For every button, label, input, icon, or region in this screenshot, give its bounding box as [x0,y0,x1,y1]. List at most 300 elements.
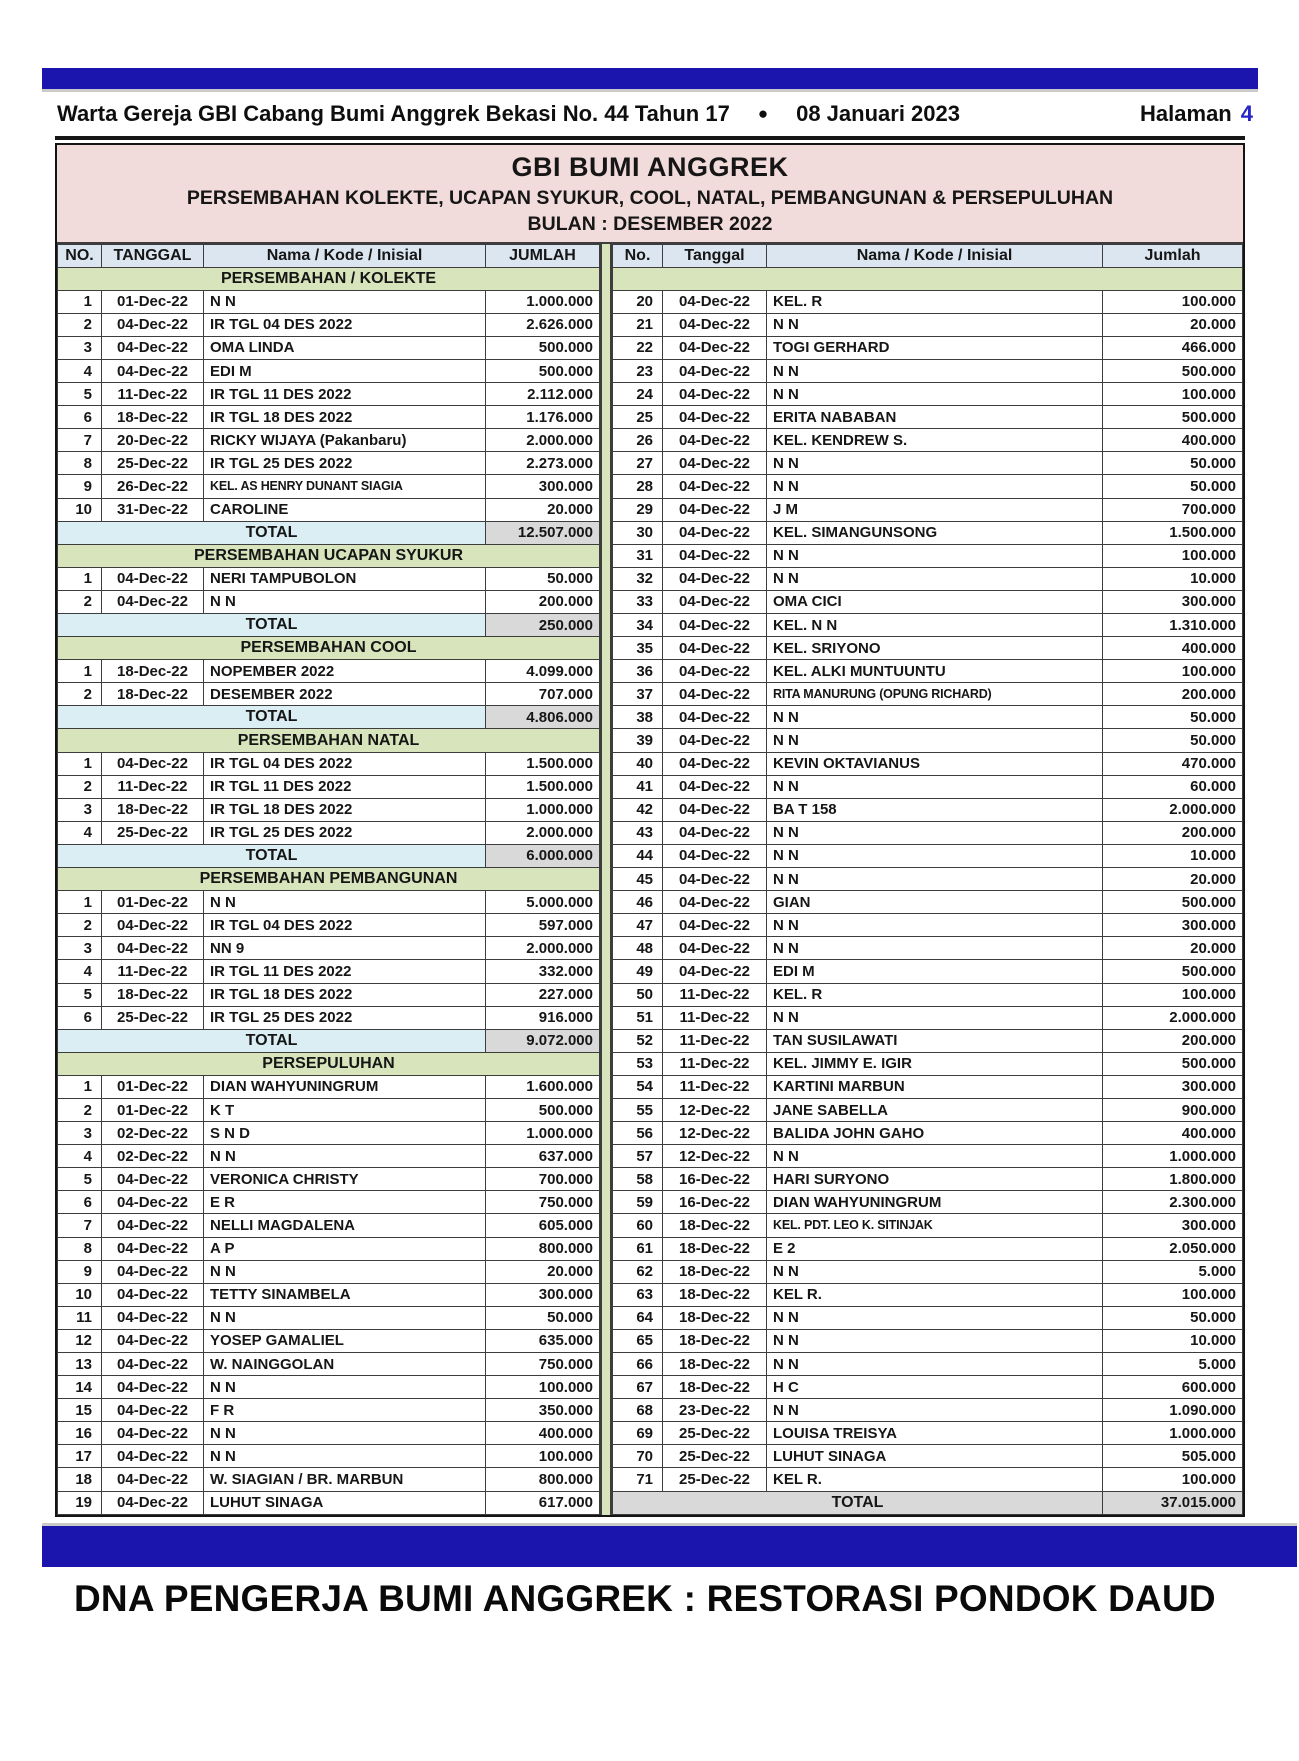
row-amount: 1.800.000 [1103,1168,1243,1191]
row-amount: 2.000.000 [486,821,600,844]
row-number: 62 [613,1260,663,1283]
row-number: 39 [613,729,663,752]
row-number: 45 [613,868,663,891]
row-amount: 50.000 [1103,452,1243,475]
row-date: 04-Dec-22 [663,429,767,452]
row-amount: 600.000 [1103,1376,1243,1399]
row-number: 10 [58,498,102,521]
table-row [613,544,1243,567]
table-row [58,567,600,590]
row-amount: 2.626.000 [486,313,600,336]
row-number: 14 [58,1376,102,1399]
table-row [613,383,1243,406]
row-date: 11-Dec-22 [102,383,204,406]
masthead-right [1140,101,1253,127]
row-name: JANE SABELLA [767,1098,1103,1121]
row-amount: 800.000 [486,1237,600,1260]
row-amount: 350.000 [486,1399,600,1422]
row-amount: 200.000 [1103,683,1243,706]
row-name: KEL. SIMANGUNSONG [767,521,1103,544]
table-row [58,452,600,475]
row-date: 18-Dec-22 [663,1329,767,1352]
table-row [58,383,600,406]
row-number: 8 [58,452,102,475]
row-name: NOPEMBER 2022 [204,660,486,683]
row-number: 21 [613,313,663,336]
row-number: 18 [58,1468,102,1491]
row-amount: 100.000 [1103,1283,1243,1306]
table-row [58,1214,600,1237]
row-name: NN 9 [204,937,486,960]
row-number: 1 [58,567,102,590]
table-row [58,1491,600,1514]
row-number: 42 [613,798,663,821]
row-amount: 466.000 [1103,336,1243,359]
row-amount: 50.000 [1103,475,1243,498]
row-number: 69 [613,1422,663,1445]
row-name: N N [767,821,1103,844]
table-row [613,1283,1243,1306]
row-date: 18-Dec-22 [663,1376,767,1399]
row-name: DIAN WAHYUNINGRUM [204,1075,486,1098]
row-name: KEL R. [767,1468,1103,1491]
row-name: N N [767,1329,1103,1352]
row-number: 3 [58,937,102,960]
row-date: 11-Dec-22 [663,1006,767,1029]
table-row [613,475,1243,498]
row-name: NELLI MAGDALENA [204,1214,486,1237]
table-row [613,844,1243,867]
row-name: TETTY SINAMBELA [204,1283,486,1306]
row-date: 04-Dec-22 [663,521,767,544]
row-amount: 400.000 [486,1422,600,1445]
row-name: N N [204,290,486,313]
row-number: 41 [613,775,663,798]
row-name: TOGI GERHARD [767,336,1103,359]
section-header-row [58,1052,600,1075]
row-date: 04-Dec-22 [663,359,767,382]
row-amount: 1.600.000 [486,1075,600,1098]
row-date: 04-Dec-22 [663,336,767,359]
row-name: OMA LINDA [204,336,486,359]
row-amount: 750.000 [486,1191,600,1214]
row-amount: 2.000.000 [1103,798,1243,821]
table-row [613,614,1243,637]
row-amount: 10.000 [1103,1329,1243,1352]
row-name: NERI TAMPUBOLON [204,567,486,590]
row-amount: 300.000 [1103,914,1243,937]
row-amount: 1.500.000 [486,775,600,798]
row-name: N N [767,475,1103,498]
row-amount: 700.000 [486,1168,600,1191]
table-row [613,1006,1243,1029]
table-row [58,1260,600,1283]
row-number: 70 [613,1445,663,1468]
table-row [613,1191,1243,1214]
row-number: 2 [58,683,102,706]
row-date: 04-Dec-22 [102,1329,204,1352]
row-number: 4 [58,960,102,983]
section-title: PERSEMBAHAN COOL [58,637,600,660]
total-row [58,521,600,544]
total-amount: 9.072.000 [486,1029,600,1052]
row-number: 23 [613,359,663,382]
total-row [58,706,600,729]
row-date: 04-Dec-22 [102,1422,204,1445]
row-date: 04-Dec-22 [663,798,767,821]
table-row [613,937,1243,960]
row-amount: 500.000 [1103,1052,1243,1075]
row-number: 9 [58,475,102,498]
row-name: N N [204,891,486,914]
table-row [613,1306,1243,1329]
row-amount: 2.050.000 [1103,1237,1243,1260]
table-separator [600,244,612,1515]
section-title: PERSEMBAHAN UCAPAN SYUKUR [58,544,600,567]
row-name: N N [767,544,1103,567]
row-date: 04-Dec-22 [663,937,767,960]
table-row [58,1399,600,1422]
row-name: BALIDA JOHN GAHO [767,1122,1103,1145]
row-date: 18-Dec-22 [102,406,204,429]
row-name: LUHUT SINAGA [767,1445,1103,1468]
row-number: 63 [613,1283,663,1306]
row-name: N N [767,359,1103,382]
row-date: 04-Dec-22 [663,383,767,406]
table-row [613,1376,1243,1399]
row-number: 3 [58,336,102,359]
table-row [613,1237,1243,1260]
row-date: 04-Dec-22 [663,452,767,475]
row-date: 04-Dec-22 [102,1353,204,1376]
table-row [58,1145,600,1168]
row-number: 28 [613,475,663,498]
row-date: 01-Dec-22 [102,1098,204,1121]
table-row [58,429,600,452]
row-amount: 50.000 [1103,1306,1243,1329]
row-date: 18-Dec-22 [102,660,204,683]
row-amount: 400.000 [1103,1122,1243,1145]
row-number: 57 [613,1145,663,1168]
church-name: GBI BUMI ANGGREK [511,151,789,182]
column-header: TANGGAL [102,244,204,267]
row-number: 36 [613,660,663,683]
row-date: 18-Dec-22 [663,1353,767,1376]
row-amount: 50.000 [1103,706,1243,729]
row-name: N N [767,452,1103,475]
row-date: 25-Dec-22 [102,1006,204,1029]
row-amount: 2.300.000 [1103,1191,1243,1214]
row-date: 11-Dec-22 [663,1075,767,1098]
row-name: KEL. R [767,983,1103,1006]
row-date: 23-Dec-22 [663,1399,767,1422]
row-amount: 50.000 [1103,729,1243,752]
table-row [613,729,1243,752]
row-name: N N [204,1306,486,1329]
row-name: KEL. KENDREW S. [767,429,1103,452]
row-number: 2 [58,1098,102,1121]
row-number: 19 [58,1491,102,1514]
table-row [613,1145,1243,1168]
row-name: VERONICA CHRISTY [204,1168,486,1191]
row-number: 7 [58,1214,102,1237]
row-name: IR TGL 25 DES 2022 [204,1006,486,1029]
row-number: 66 [613,1353,663,1376]
row-name: W. SIAGIAN / BR. MARBUN [204,1468,486,1491]
row-date: 16-Dec-22 [663,1191,767,1214]
row-date: 04-Dec-22 [102,1191,204,1214]
row-number: 33 [613,590,663,613]
row-name: N N [767,914,1103,937]
row-number: 56 [613,1122,663,1145]
row-name: RICKY WIJAYA (Pakanbaru) [204,429,486,452]
row-number: 4 [58,821,102,844]
table-row [613,960,1243,983]
table-row [613,406,1243,429]
total-row [613,1491,1243,1514]
row-name: N N [204,590,486,613]
table-row [613,1098,1243,1121]
row-name: KEL. N N [767,614,1103,637]
row-name: KEL. R [767,290,1103,313]
table-row [613,914,1243,937]
row-name: N N [204,1376,486,1399]
row-date: 04-Dec-22 [102,1491,204,1514]
row-name: IR TGL 04 DES 2022 [204,914,486,937]
row-date: 04-Dec-22 [663,914,767,937]
row-amount: 500.000 [1103,891,1243,914]
row-amount: 300.000 [486,475,600,498]
total-label: TOTAL [58,844,486,867]
row-number: 15 [58,1399,102,1422]
tables-area [57,244,1243,1515]
row-amount: 100.000 [1103,983,1243,1006]
row-date: 01-Dec-22 [102,290,204,313]
row-date: 25-Dec-22 [663,1445,767,1468]
row-name: IR TGL 11 DES 2022 [204,960,486,983]
table-row [58,660,600,683]
row-date: 04-Dec-22 [102,1306,204,1329]
row-name: J M [767,498,1103,521]
row-number: 9 [58,1260,102,1283]
table-row [613,1075,1243,1098]
total-row [58,614,600,637]
row-date: 04-Dec-22 [663,567,767,590]
offerings-report [55,143,1245,1517]
row-number: 13 [58,1353,102,1376]
table-row [613,706,1243,729]
row-amount: 1.000.000 [486,798,600,821]
row-amount: 20.000 [1103,868,1243,891]
table-row [613,1052,1243,1075]
row-number: 27 [613,452,663,475]
column-header: NO. [58,244,102,267]
row-date: 04-Dec-22 [663,821,767,844]
row-date: 04-Dec-22 [663,590,767,613]
row-name: N N [767,567,1103,590]
row-number: 68 [613,1399,663,1422]
table-row [613,1168,1243,1191]
row-name: N N [204,1260,486,1283]
row-name: DIAN WAHYUNINGRUM [767,1191,1103,1214]
row-number: 71 [613,1468,663,1491]
page-label: Halaman [1140,101,1232,126]
table-row [58,960,600,983]
row-amount: 2.273.000 [486,452,600,475]
row-number: 46 [613,891,663,914]
row-amount: 900.000 [1103,1098,1243,1121]
total-label: TOTAL [58,706,486,729]
row-number: 29 [613,498,663,521]
table-row [58,290,600,313]
row-date: 25-Dec-22 [102,452,204,475]
row-amount: 300.000 [486,1283,600,1306]
row-amount: 300.000 [1103,1214,1243,1237]
table-row [58,683,600,706]
row-name: YOSEP GAMALIEL [204,1329,486,1352]
row-amount: 700.000 [1103,498,1243,521]
row-number: 60 [613,1214,663,1237]
row-name: GIAN [767,891,1103,914]
row-date: 04-Dec-22 [663,706,767,729]
row-amount: 50.000 [486,1306,600,1329]
row-amount: 100.000 [1103,660,1243,683]
row-name: N N [767,1006,1103,1029]
row-date: 04-Dec-22 [663,868,767,891]
masthead [57,101,1253,127]
row-amount: 20.000 [486,498,600,521]
row-date: 01-Dec-22 [102,1075,204,1098]
row-date: 04-Dec-22 [663,637,767,660]
row-amount: 500.000 [486,359,600,382]
total-label: TOTAL [58,1029,486,1052]
row-date: 04-Dec-22 [102,1468,204,1491]
row-date: 31-Dec-22 [102,498,204,521]
table-row [613,359,1243,382]
row-amount: 60.000 [1103,775,1243,798]
row-date: 04-Dec-22 [102,1445,204,1468]
report-period: BULAN : DESEMBER 2022 [527,212,773,235]
table-row [58,498,600,521]
row-amount: 635.000 [486,1329,600,1352]
row-date: 04-Dec-22 [663,775,767,798]
row-amount: 500.000 [486,336,600,359]
row-date: 01-Dec-22 [102,891,204,914]
table-row [613,336,1243,359]
table-row [613,1353,1243,1376]
table-row [58,359,600,382]
row-date: 18-Dec-22 [102,683,204,706]
row-number: 20 [613,290,663,313]
row-name: KEL. ALKI MUNTUUNTU [767,660,1103,683]
row-date: 18-Dec-22 [102,983,204,1006]
row-name: N N [767,844,1103,867]
table-row [613,567,1243,590]
column-header: Nama / Kode / Inisial [204,244,486,267]
row-name: TAN SUSILAWATI [767,1029,1103,1052]
row-name: W. NAINGGOLAN [204,1353,486,1376]
table-row [58,1422,600,1445]
row-date: 11-Dec-22 [663,983,767,1006]
table-row [613,290,1243,313]
table-row [58,1283,600,1306]
row-number: 5 [58,383,102,406]
row-date: 04-Dec-22 [663,752,767,775]
bullet-separator-icon: ● [757,104,769,123]
row-number: 10 [58,1283,102,1306]
row-amount: 100.000 [1103,1468,1243,1491]
row-date: 04-Dec-22 [663,313,767,336]
table-row [58,1237,600,1260]
table-row [613,775,1243,798]
table-row [58,775,600,798]
table-row [613,1214,1243,1237]
row-number: 58 [613,1168,663,1191]
row-name: KARTINI MARBUN [767,1075,1103,1098]
row-date: 04-Dec-22 [663,290,767,313]
row-date: 12-Dec-22 [663,1122,767,1145]
total-amount: 37.015.000 [1103,1491,1243,1514]
row-number: 55 [613,1098,663,1121]
row-amount: 500.000 [1103,960,1243,983]
row-number: 25 [613,406,663,429]
row-number: 2 [58,775,102,798]
total-amount: 4.806.000 [486,706,600,729]
table-row [613,1422,1243,1445]
row-name: H C [767,1376,1103,1399]
row-number: 8 [58,1237,102,1260]
row-amount: 1.176.000 [486,406,600,429]
row-amount: 2.112.000 [486,383,600,406]
row-number: 51 [613,1006,663,1029]
row-name: KEL. AS HENRY DUNANT SIAGIA [204,475,486,498]
row-amount: 5.000 [1103,1353,1243,1376]
row-name: CAROLINE [204,498,486,521]
row-number: 6 [58,406,102,429]
issue-date: 08 Januari 2023 [796,101,960,126]
row-amount: 5.000.000 [486,891,600,914]
row-number: 53 [613,1052,663,1075]
row-date: 12-Dec-22 [663,1098,767,1121]
section-header-row [58,267,600,290]
table-row [613,1399,1243,1422]
row-date: 04-Dec-22 [663,406,767,429]
row-date: 04-Dec-22 [663,614,767,637]
row-number: 48 [613,937,663,960]
row-amount: 20.000 [486,1260,600,1283]
table-row [613,683,1243,706]
row-amount: 400.000 [1103,429,1243,452]
table-row [613,498,1243,521]
row-amount: 605.000 [486,1214,600,1237]
row-number: 64 [613,1306,663,1329]
row-date: 04-Dec-22 [102,1168,204,1191]
table-row [58,914,600,937]
row-name: KEVIN OKTAVIANUS [767,752,1103,775]
table-row [58,1122,600,1145]
row-date: 04-Dec-22 [102,590,204,613]
row-amount: 300.000 [1103,590,1243,613]
table-row [613,637,1243,660]
table-row [58,1006,600,1029]
row-name: KEL R. [767,1283,1103,1306]
row-date: 11-Dec-22 [102,775,204,798]
row-number: 17 [58,1445,102,1468]
column-header: JUMLAH [486,244,600,267]
row-number: 3 [58,1122,102,1145]
row-number: 67 [613,1376,663,1399]
row-date: 04-Dec-22 [102,359,204,382]
